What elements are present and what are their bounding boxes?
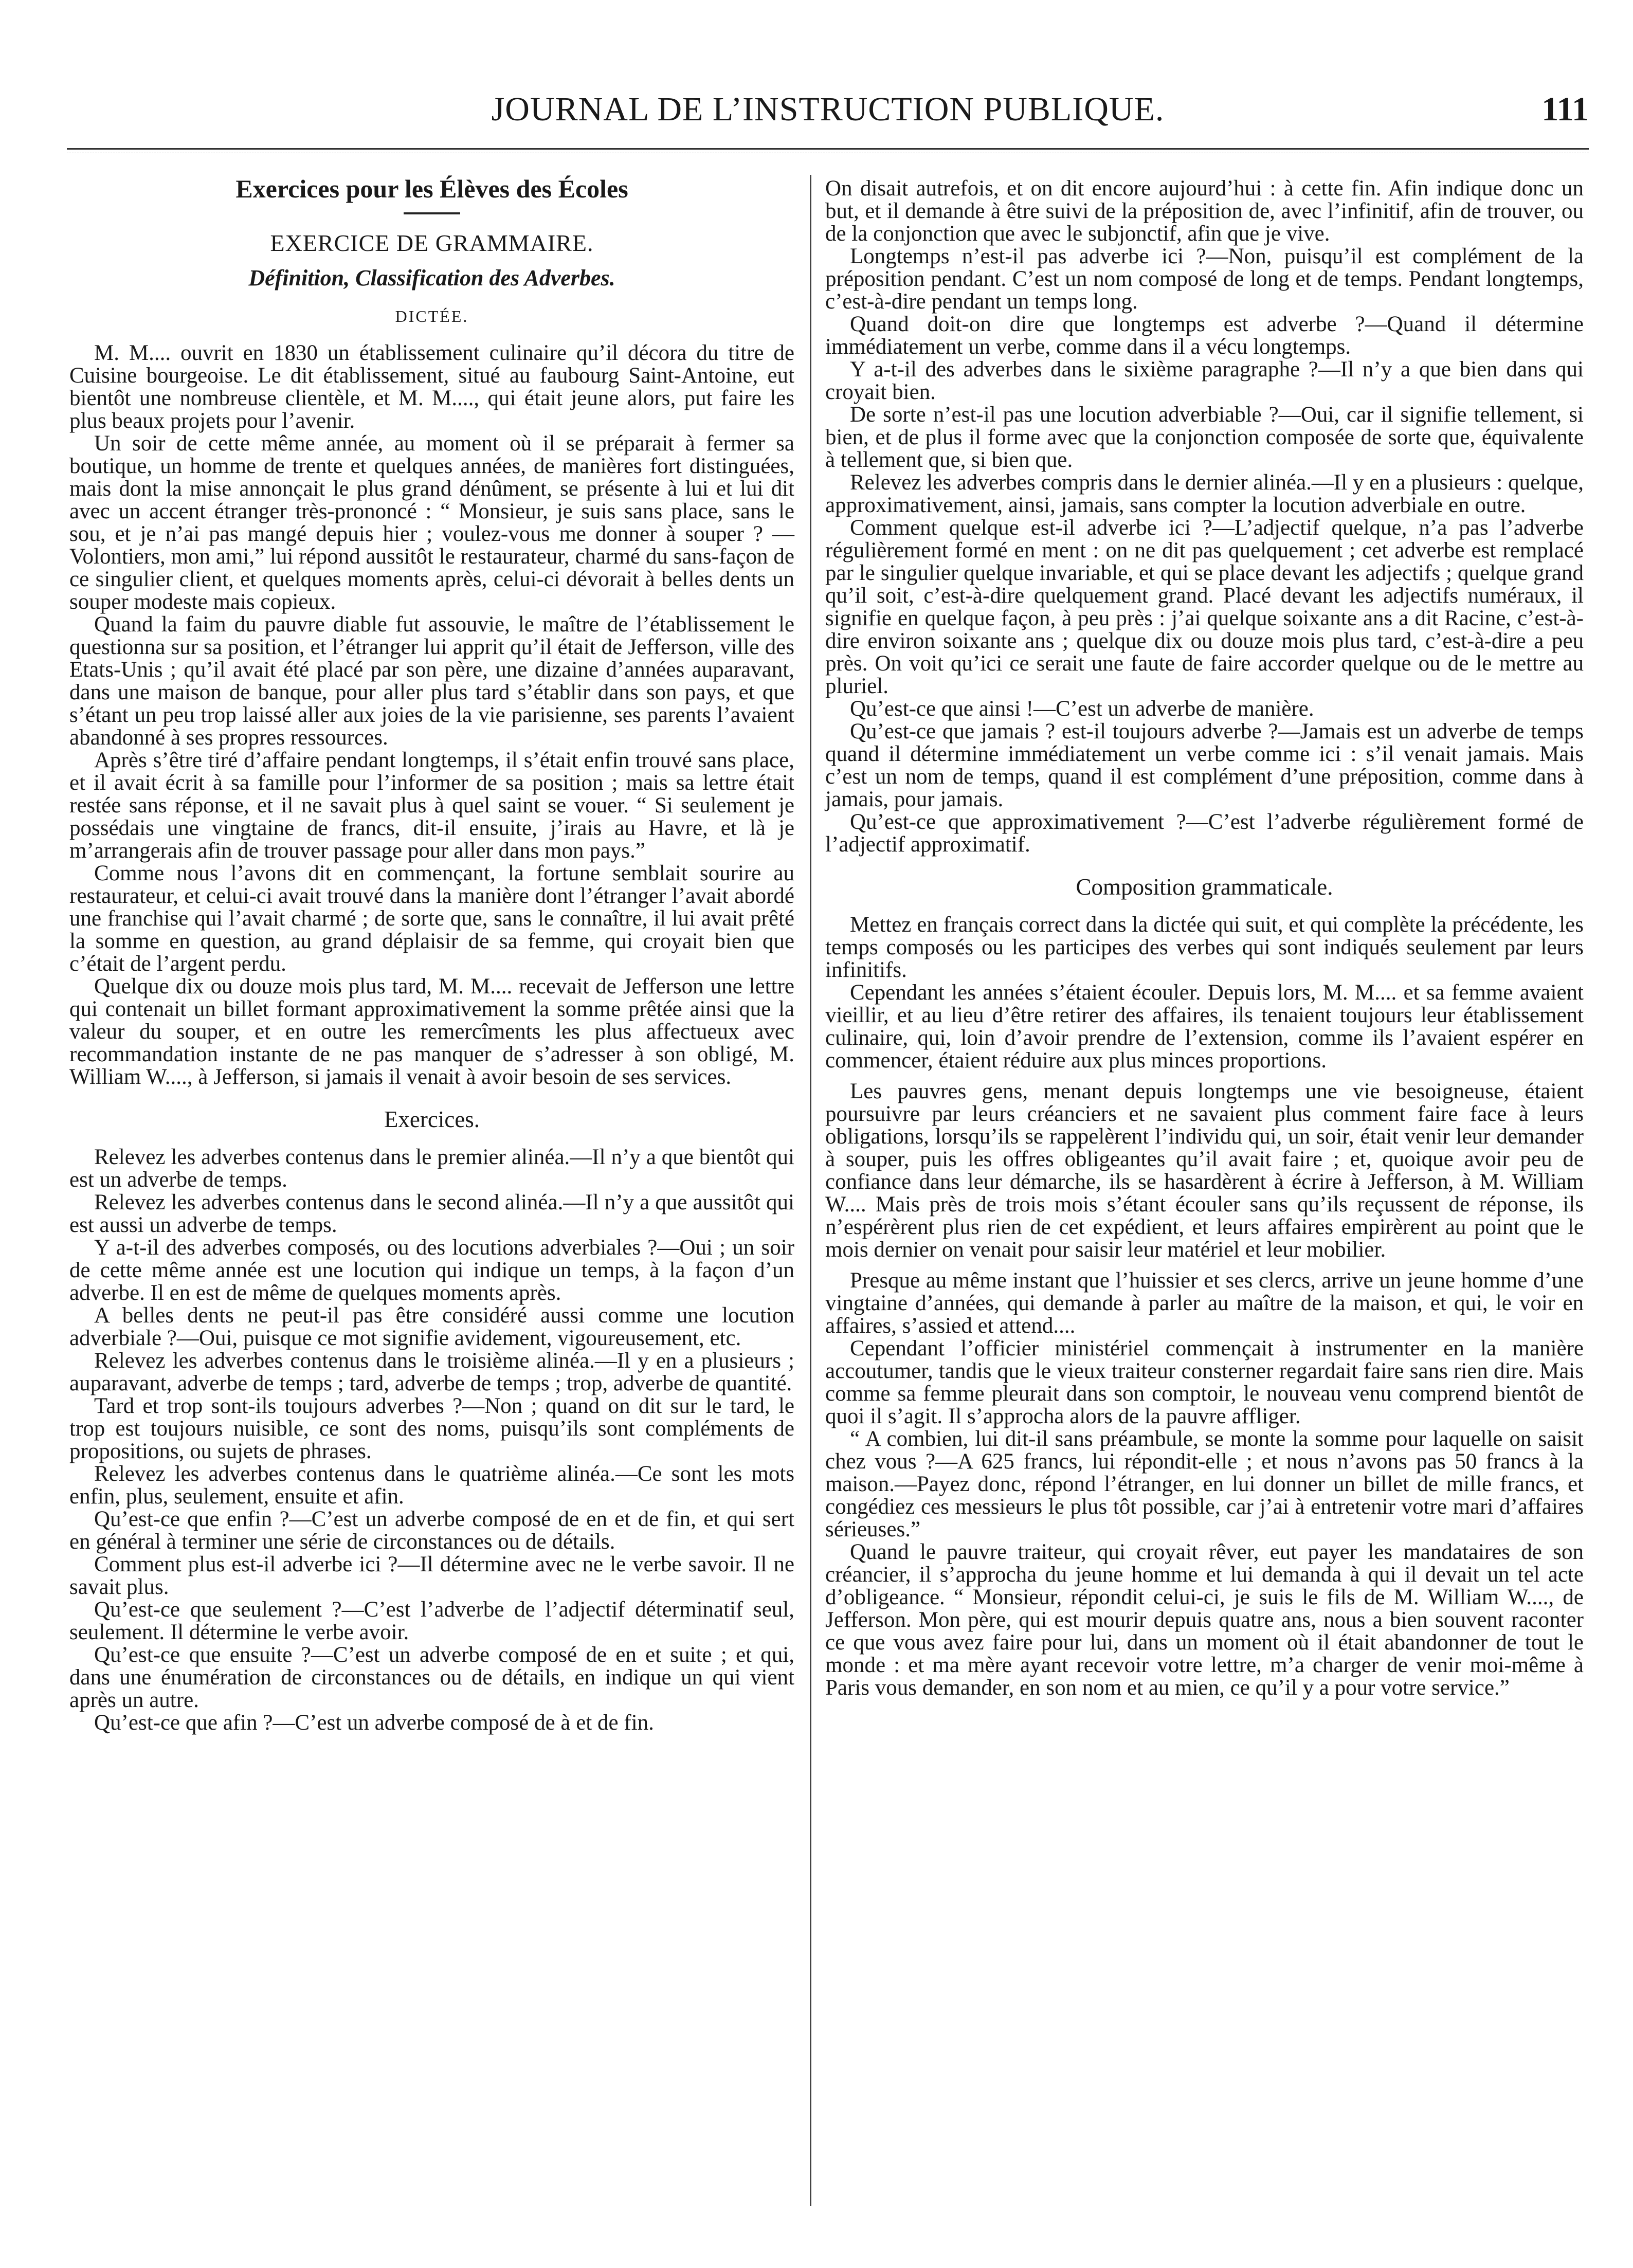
exercice-paragraph: Relevez les adverbes contenus dans le premier alinéa.—Il n’y a que bientôt qui est un adverbe de temps.	[69, 1145, 794, 1192]
running-head	[67, 90, 1589, 131]
exercice-paragraph: Qu’est-ce que jamais ? est-il toujours adverbe ?—Jamais est un adverbe de temps quand il détermine immédiatement un verbe comme ici : s’il venait jamais. Mais c’est un nom de temps, quand il est complément d’une préposition, comme dans à jamais, pour jamais.	[825, 719, 1584, 811]
composition-heading: Composition grammaticale.	[1076, 874, 1333, 900]
exercice-paragraph: Relevez les adverbes compris dans le dernier alinéa.—Il y en a plusieurs : quelque, approximativement, ainsi, jamais, sans compter la locution adverbiale en outre.	[825, 470, 1584, 517]
header-rule	[67, 148, 1589, 150]
composition-paragraph: Les pauvres gens, menant depuis longtemps une vie besoigneuse, étaient poursuivre par leurs créanciers et ne savaient plus comment faire face à leurs obligations, lorsqu’ils se rappelèrent l’individu qui, un soir, était venir leur demander à souper, puis les offres obligeantes qu’il avait faire ; et, quoique avoir peu de confiance dans leur démarche, ils se hasardèrent à écrire à Jefferson, à M. William W.... Mais près de trois mois s’étant écouler sans qu’ils reçussent de réponse, ils n’espérèrent plus rien de cet expédient, et leurs affaires empirèrent au point que le mois dernier on venait pour saisir leur matériel et leur mobilier.	[825, 1079, 1584, 1262]
exercice-paragraph: Relevez les adverbes contenus dans le second alinéa.—Il n’y a que aussitôt qui est aussi un adverbe de temps.	[69, 1190, 794, 1237]
right-column	[825, 177, 1584, 1699]
short-rule	[404, 212, 460, 214]
dictee-paragraph: Un soir de cette même année, au moment où il se préparait à fermer sa boutique, un homme de trente et quelques années, de manières fort distinguées, mais dont la mise annonçait le plus grand dénûment, se présente à lui et lui dit avec un accent étranger très-prononcé : “ Monsieur, je suis sans place, sans le sou, et je n’ai pas mangé depuis hier ; voulez-vous me donner à souper ? —Volontiers, mon ami,” lui répond aussitôt le restaurateur, charmé du sans-façon de ce singulier client, et quelques moments après, celui-ci dévorait à belles dents un souper modeste mais copieux.	[69, 431, 794, 614]
exercice-paragraph: Longtemps n’est-il pas adverbe ici ?—Non, puisqu’il est complément de la préposition pendant. C’est un nom composé de long et de temps. Pendant longtemps, c’est-à-dire pendant un temps long.	[825, 244, 1584, 314]
composition-paragraph: Cependant les années s’étaient écouler. Depuis lors, M. M.... et sa femme avaient vieillir, et au lieu d’être retirer des affaires, ils tenaient toujours leur établissement culinaire, qui, loin d’avoir prendre de l’extension, comme ils l’avaient espérer en commencer, étaient réduire aux plus minces proportions.	[825, 981, 1584, 1073]
exercice-paragraph: A belles dents ne peut-il pas être considéré aussi comme une locution adverbiale ?—Oui, puisque ce mot signifie avidement, vigoureusement, etc.	[69, 1303, 794, 1350]
dictee-label: DICTÉE.	[395, 307, 469, 325]
composition-paragraph: Presque au même instant que l’huissier et ses clercs, arrive un jeune homme d’une vingtaine d’années, qui demande à parler au maître de la maison, et qui, le voir en affaires, s’assied et attend....	[825, 1268, 1584, 1338]
exercise-title: EXERCICE DE GRAMMAIRE.	[270, 230, 594, 256]
dictee-paragraph: Comme nous l’avons dit en commençant, la fortune semblait sourire au restaurateur, et celui-ci avait trouvé dans la manière dont l’étranger l’avait abordé une franchise qui l’avait charmé ; de sorte que, sans le connaître, il lui avait prêté la somme en question, au grand déplaisir de sa femme, qui croyait bien que c’était de l’argent perdu.	[69, 861, 794, 976]
dictee-paragraph: Quelque dix ou douze mois plus tard, M. M.... recevait de Jefferson une lettre qui contenait un billet formant approximativement la somme prêtée ainsi que la valeur du souper, et en outre les remercîments les plus affectueux avec recommandation instante de ne pas manquer de s’adresser à son obligé, M. William W...., à Jefferson, si jamais il venait à avoir besoin de ses services.	[69, 974, 794, 1089]
dictee-paragraph: Quand la faim du pauvre diable fut assouvie, le maître de l’établissement le questionna sur sa position, et l’étranger lui apprit qu’il était de Jefferson, ville des Etats-Unis ; qu’il avait été placé par son père, une dizaine d’années auparavant, dans une maison de banque, pour aller plus tard s’établir dans son pays, et que s’étant un peu trop laissé aller aux joies de la vie parisienne, ses parents l’avaient abandonné à ses propres ressources.	[69, 612, 794, 750]
exercice-paragraph: Qu’est-ce que afin ?—C’est un adverbe composé de à et de fin.	[94, 1711, 654, 1735]
exercice-paragraph: Qu’est-ce que ainsi !—C’est un adverbe de manière.	[850, 697, 1314, 721]
left-column	[69, 174, 794, 1735]
exercice-paragraph: Comment plus est-il adverbe ici ?—Il détermine avec ne le verbe savoir. Il ne savait plus.	[69, 1552, 794, 1599]
section-title: Exercices pour les Élèves des Écoles	[235, 174, 628, 203]
journal-title: JOURNAL DE L’INSTRUCTION PUBLIQUE.	[491, 90, 1165, 128]
dictee-paragraph: M. M.... ouvrit en 1830 un établissement culinaire qu’il décora du titre de Cuisine bourgeoise. Le dit établissement, situé au faubourg Saint-Antoine, eut bientôt une nombreuse clientèle, et M. M...., qui était jeune alors, put faire les plus beaux projets pour l’avenir.	[69, 341, 794, 433]
exercice-paragraph: Y a-t-il des adverbes composés, ou des locutions adverbiales ?—Oui ; un soir de cette même année est une locution qui indique un temps, à la façon d’un adverbe. Il en est de même de quelques moments après.	[69, 1236, 794, 1305]
exercice-paragraph: Qu’est-ce que approximativement ?—C’est l’adverbe régulièrement formé de l’adjectif approximatif.	[825, 810, 1584, 857]
composition-paragraph: “ A combien, lui dit-il sans préambule, se monte la somme pour laquelle on saisit chez vous ?—A 625 francs, lui répondit-elle ; et nous n’avons pas 50 francs à la maison.—Payez donc, répond l’étranger, en lui donner un billet de mille francs, et congédiez ces messieurs le plus tôt possible, car j’ai à entretenir votre mari d’affaires sérieuses.”	[825, 1427, 1584, 1541]
column-divider	[810, 175, 811, 2206]
exercices-heading: Exercices.	[384, 1106, 480, 1132]
exercice-paragraph: Relevez les adverbes contenus dans le quatrième alinéa.—Ce sont les mots enfin, plus, seulement, ensuite et afin.	[69, 1462, 794, 1509]
exercice-paragraph: Qu’est-ce que seulement ?—C’est l’adverbe de l’adjectif déterminatif seul, seulement. Il détermine le verbe avoir.	[69, 1598, 794, 1644]
exercice-paragraph: Tard et trop sont-ils toujours adverbes ?—Non ; quand on dit sur le tard, le trop est toujours nuisible, ce sont des noms, puisqu’ils sont compléments de propositions, ou sujets de phrases.	[69, 1394, 794, 1463]
exercice-paragraph: Comment quelque est-il adverbe ici ?—L’adjectif quelque, n’a pas l’adverbe régulièrement formé en ment : on ne dit pas quelquement ; cet adverbe est remplacé par le singulier quelque invariable, et qui se place devant les adjectifs ; quelque grand qu’il soit, c’est-à-dire quelquement grand. Placé devant les adjectifs numéraux, il signifie en quelque façon, à peu près : j’ai quelque soixante ans a dit Racine, c’est-à-dire environ soixante ans ; quelque dix ou douze mois plus tard, c’est-à-dire a peu près. On voit qu’ici ce serait une faute de faire accorder quelque ou de le mettre au pluriel.	[825, 516, 1584, 698]
continuation-paragraph: On disait autrefois, et on dit encore aujourd’hui : à cette fin. Afin indique donc un but, et il demande à être suivi de la préposition de, avec l’infinitif, afin de trouver, ou de la conjonction que avec le subjonctif, afin que je vive.	[825, 176, 1584, 246]
composition-paragraph: Cependant l’officier ministériel commençait à instrumenter en la manière accoutumer, tandis que le vieux traiteur consterner regardait faire sans rien dire. Mais comme sa femme pleurait dans son comptoir, le nouveau venu comprend bientôt de quoi il s’agit. Il s’approcha alors de la pauvre affliger.	[825, 1336, 1584, 1428]
dictee-paragraph: Après s’être tiré d’affaire pendant longtemps, il s’était enfin trouvé sans place, et il avait écrit à sa famille pour l’informer de sa position ; mais sa lettre était restée sans réponse, et il ne savait plus à quel saint se vouer. “ Si seulement je possédais une vingtaine de francs, dit-il ensuite, j’irais au Havre, et là je m’arrangerais afin de trouver passage pour aller dans mon pays.”	[69, 748, 794, 863]
composition-paragraph: Mettez en français correct dans la dictée qui suit, et qui complète la précédente, les temps composés ou les participes des verbes qui sont indiqués seulement par leurs infinitifs.	[825, 913, 1584, 982]
exercice-paragraph: Quand doit-on dire que longtemps est adverbe ?—Quand il détermine immédiatement un verbe, comme dans il a vécu longtemps.	[825, 312, 1584, 359]
exercice-paragraph: De sorte n’est-il pas une locution adverbiable ?—Oui, car il signifie tellement, si bien, et de plus il forme avec que la conjonction composée de sorte que, équivalente à tellement que, si bien que.	[825, 403, 1584, 472]
page-number: 111	[1541, 90, 1589, 128]
composition-paragraph: Quand le pauvre traiteur, qui croyait rêver, eut payer les mandataires de son créancier, il s’approcha du jeune homme et lui demanda à qui il devait un tel acte d’obligeance. “ Monsieur, répondit celui-ci, je suis le fils de M. William W...., de Jefferson. Mon père, qui est mourir depuis quatre ans, nous a bien souvent raconter ce que vous avez faire pour lui, dans un moment où il était abandonner de tout le monde : et ma mère ayant recevoir votre lettre, m’a charger de venir moi-même à Paris vous demander, en son nom et au mien, ce qu’il y a pour votre service.”	[825, 1540, 1584, 1700]
exercise-subtitle: Définition, Classification des Adverbes.	[248, 265, 615, 291]
exercice-paragraph: Qu’est-ce que enfin ?—C’est un adverbe composé de en et de fin, et qui sert en général à terminer une série de circonstances ou de détails.	[69, 1507, 794, 1554]
exercice-paragraph: Relevez les adverbes contenus dans le troisième alinéa.—Il y en a plusieurs ; auparavant, adverbe de temps ; tard, adverbe de temps ; trop, adverbe de quantité.	[69, 1349, 794, 1395]
exercice-paragraph: Y a-t-il des adverbes dans le sixième paragraphe ?—Il n’y a que bien dans qui croyait bien.	[825, 357, 1584, 404]
exercice-paragraph: Qu’est-ce que ensuite ?—C’est un adverbe composé de en et suite ; et qui, dans une énumération de circonstances ou de détails, en indique un qui vient après un autre.	[69, 1643, 794, 1712]
